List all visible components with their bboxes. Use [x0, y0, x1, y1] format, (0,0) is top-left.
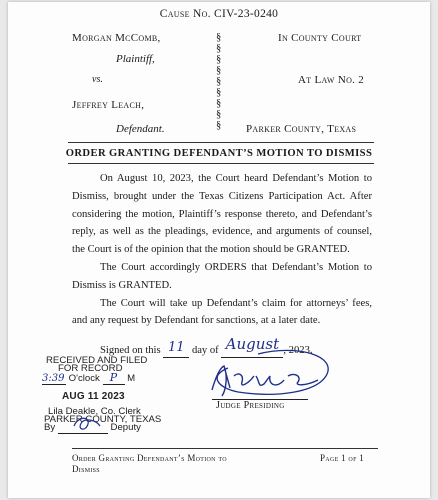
stamp-ampm-handwritten: P	[109, 371, 118, 384]
stamp-clerk: Lila Deakle, Co. Clerk	[48, 406, 141, 417]
month-handwritten: August	[225, 335, 280, 353]
section-mark: §	[216, 43, 222, 54]
ampm-blank	[103, 373, 125, 385]
section-mark: §	[216, 87, 222, 98]
footer-rule	[72, 448, 378, 449]
order-heading: ORDER GRANTING DEFENDANT’S MOTION TO DISMISS	[65, 148, 373, 159]
day-handwritten: 11	[168, 340, 185, 355]
year-suffix: , 2023.	[283, 345, 313, 356]
deputy-initials	[70, 414, 110, 434]
day-blank	[163, 342, 189, 358]
court-number: At Law No. 2	[298, 74, 365, 86]
stamp-by: By	[44, 422, 56, 433]
stamp-m: M	[127, 373, 136, 384]
body-paragraph: The Court will take up Defendant’s claim for attorneys’ fees, and any request by Defendant for sanctions, at a later date.	[72, 297, 372, 327]
section-mark: §	[216, 32, 222, 43]
signed-on-prefix: Signed on this	[100, 345, 161, 356]
plaintiff-role: Plaintiff,	[116, 53, 155, 65]
versus-label: vs.	[92, 74, 103, 85]
section-mark: §	[216, 65, 222, 76]
judge-signature	[198, 346, 338, 406]
section-mark: §	[216, 54, 222, 65]
day-of-label: day of	[191, 345, 219, 356]
stamp-county: PARKER COUNTY, TEXAS	[44, 414, 162, 425]
court-name: In County Court	[278, 32, 362, 44]
time-blank	[42, 374, 66, 385]
cause-number: Cause No. CIV-23-0240	[159, 8, 279, 20]
footer-page-number: Page 1 of 1	[320, 453, 365, 463]
stamp-time-line	[42, 373, 135, 385]
footer-title-line2: Dismiss	[72, 464, 100, 474]
stamp-time-handwritten: 3:39	[42, 373, 65, 384]
plaintiff-name: Morgan McComb,	[72, 32, 161, 44]
stamp-date: AUG 11 2023	[62, 391, 125, 402]
section-mark: §	[216, 109, 222, 120]
section-mark: §	[216, 76, 222, 87]
section-mark: §	[216, 120, 222, 131]
stamp-for-record: FOR RECORD	[58, 363, 123, 374]
footer-title-line1: Order Granting Defendant’s Motion to	[72, 453, 227, 463]
stamp-deputy: Deputy	[110, 422, 141, 433]
body-paragraph: The Court accordingly ORDERS that Defendant’s Motion to Dismiss is GRANTED.	[72, 261, 372, 291]
body-paragraph: On August 10, 2023, the Court heard Defendant’s Motion to Dismiss, brought under the Texas Citizens Participation Act. After considering the motion, Plaintiff’s response thereto, and Defendant’s reply, as well as the pleadings, evidence, and arguments of counsel, the Court is of the opinion that the motion should be GRANTED.	[72, 173, 372, 256]
court-county: Parker County, Texas	[246, 123, 357, 135]
defendant-role: Defendant.	[116, 123, 165, 135]
stamp-received: RECEIVED AND FILED	[46, 355, 148, 366]
order-body	[72, 170, 372, 330]
stamp-oclock: O'clock	[68, 373, 100, 384]
section-mark: §	[216, 98, 222, 109]
heading-rule-top	[68, 142, 374, 143]
defendant-name: Jeffrey Leach,	[72, 99, 145, 111]
judge-title: Judge Presiding	[216, 400, 285, 411]
document-page	[8, 2, 430, 498]
heading-rule-bottom	[68, 163, 374, 164]
